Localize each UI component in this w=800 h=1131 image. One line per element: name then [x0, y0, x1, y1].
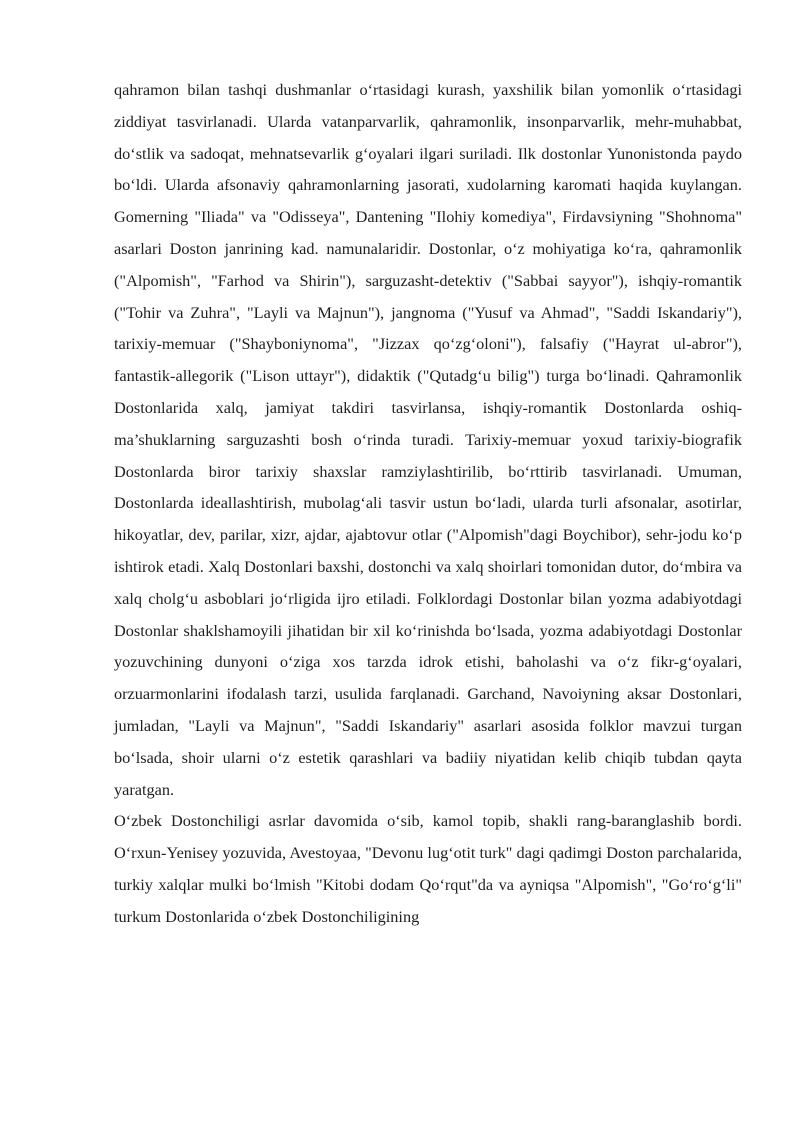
paragraph-2: O‘zbek Dostonchiligi asrlar davomida o‘sib, kamol topib, shakli rang-baranglashib bordi. O‘rxun-Yenisey yozuvida, Avestoyaa, "Devonu lug‘otit turk" dagi qadimgi Doston parchalarida, turkiy xalqlar mulki bo‘lmish "Kitobi dodam Qo‘rqut"da va ayniqsa "Alpomish", "Go‘ro‘g‘li" turkum Dostonlarida o‘zbek Dostonchiligining [114, 811, 742, 926]
paragraph-1: qahramon bilan tashqi dushmanlar o‘rtasidagi kurash, yaxshilik bilan yomonlik o‘rtasidagi ziddiyat tasvirlanadi. Ularda vatanparvarlik, qahramonlik, insonparvarlik, mehr-muhabbat, do‘stlik va sadoqat, mehnatsevarlik g‘oyalari ilgari suriladi. Ilk dostonlar Yunonistonda paydo bo‘ldi. Ularda afsonaviy qahramonlarning jasorati, xudolarning karomati haqida kuylangan. Gomerning "Iliada" va "Odisseya", Dantening "Ilohiy komediya", Firdavsiyning "Shohnoma" asarlari Doston janrining kad. namunalaridir. Dostonlar, o‘z mohiyatiga ko‘ra, qahramonlik ("Alpomish", "Farhod va Shirin"), sarguzasht-detektiv ("Sabbai sayyor"), ishqiy-romantik ("Tohir va Zuhra", "Layli va Majnun"), jangnoma ("Yusuf va Ahmad", "Saddi Iskandariy"), tarixiy-memuar ("Shayboniynoma", "Jizzax qo‘zg‘oloni"), falsafiy ("Hayrat ul-abror"), fantastik-allegorik ("Lison uttayr"), didaktik ("Qutadg‘u bilig") turga bo‘linadi. Qahramonlik Dostonlarida xalq, jamiyat takdiri tasvirlansa, ishqiy-romantik Dostonlarda oshiq-ma’shuklarning sarguzashti bosh o‘rinda turadi. Tarixiy-memuar yoxud tarixiy-biografik Dostonlarda biror tarixiy shaxslar ramziylashtirilib, bo‘rttirib tasvirlanadi. Umuman, Dostonlarda ideallashtirish, mubolag‘ali tasvir ustun bo‘ladi, ularda turli afsonalar, asotirlar, hikoyatlar, dev, parilar, xizr, ajdar, ajabtovur otlar ("Alpomish"dagi Boychibor), sehr-jodu ko‘p ishtirok etadi. Xalq Dostonlari baxshi, dostonchi va xalq shoirlari tomonidan dutor, do‘mbira va xalq cholg‘u asboblari jo‘rligida ijro etiladi. Folklordagi Dostonlar bilan yozma adabiyotdagi Dostonlar shaklshamoyili jihatidan bir xil ko‘rinishda bo‘lsada, yozma adabiyotdagi Dostonlar yozuvchining dunyoni o‘ziga xos tarzda idrok etishi, baholashi va o‘z fikr-g‘oyalari, orzuarmonlarini ifodalash tarzi, usulida farqlanadi. Garchand, Navoiyning aksar Dostonlari, jumladan, "Layli va Majnun", "Saddi Iskandariy" asarlari asosida folklor mavzui turgan bo‘lsada, shoir ularni o‘z estetik qarashlari va badiiy niyatidan kelib chiqib tubdan qayta yaratgan. [114, 80, 742, 799]
document-page [114, 74, 742, 933]
